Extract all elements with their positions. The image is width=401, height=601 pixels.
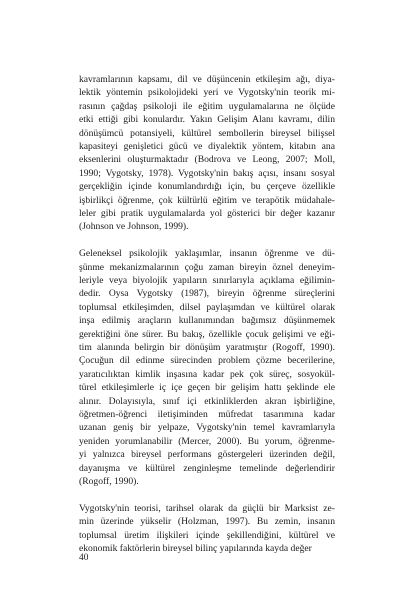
text-line: min üzerinde yükselir (Holzman, 1997). Bu zemin, insanın	[79, 516, 335, 528]
text-line: leriyle veya biyolojik yapıların sınırlarıyla açıklama eğilimin-	[79, 275, 335, 287]
text-line: lektik yöntemin psikolojideki yeri ve Vygotsky'nin teorik mi-	[79, 87, 335, 99]
text-line: eksenlerini oluşturmaktadır (Bodrova ve Leong, 2007; Moll,	[79, 154, 335, 166]
text-line: 1990; Vygotsky, 1978). Vygotsky'nin bakış açısı, insanı sosyal	[79, 167, 335, 179]
text-line: gerektiğini öne sürer. Bu bakış, özellikle çocuk gelişimi ve eği-	[79, 328, 335, 340]
text-line: leler gibi pratik uygulamalarda yol gösterici bir değer kazanır	[79, 207, 335, 219]
paragraph	[79, 73, 335, 234]
body-text	[79, 73, 335, 555]
text-line: toplumsal üretim ilişkileri içinde şekillendiğini, kültürel ve	[79, 529, 335, 541]
text-line: dönüşümcü potansiyeli, kültürel sembollerin bireysel bilişsel	[79, 127, 335, 139]
text-line: inşa edilmiş araçların kullanımından bağımsız düşünmemek	[79, 315, 335, 327]
page-number: 40	[79, 553, 89, 563]
text-line: (Rogoff, 1990).	[79, 475, 139, 487]
text-line: dayanışma ve kültürel zenginleşme temelinde değerlendirir	[79, 462, 335, 474]
text-line: dedir. Oysa Vygotsky (1987), bireyin öğrenme süreçlerini	[79, 288, 335, 300]
text-line: öğretmen-öğrenci iletişiminden müfredat tasarımına kadar	[79, 408, 335, 420]
text-line: tim alanında belirgin bir dönüşüm yaratmıştır (Rogoff, 1990).	[79, 342, 335, 354]
text-line: yaratıcılıktan kimlik inşasına kadar pek çok süreç, sosyokül-	[79, 368, 335, 380]
text-line: Geleneksel psikolojik yaklaşımlar, insanın öğrenme ve dü-	[79, 248, 335, 260]
paragraph	[79, 247, 335, 488]
text-line: toplumsal etkileşimden, dilsel paylaşımdan ve kültürel olarak	[79, 301, 335, 313]
text-line: kapasiteyi genişletici gücü ve diyalektik yöntem, kitabın ana	[79, 140, 335, 152]
text-line: etki ettiği gibi konulardır. Yakın Gelişim Alanı kavramı, dilin	[79, 114, 335, 126]
text-line: türel etkileşimlerle iç içe geçen bir gelişim hattı şeklinde ele	[79, 382, 335, 394]
text-line: ekonomik faktörlerin bireysel bilinç yapılarında kayda değer	[79, 543, 312, 555]
text-line: alınır. Dolayısıyla, sınıf içi etkinliklerden akran işbirliğine,	[79, 395, 335, 407]
text-line: gerçekliğin içinde konumlandırdığı için, bu çerçeve özellikle	[79, 181, 335, 193]
text-line: yeniden yorumlanabilir (Mercer, 2000). Bu yorum, öğrenme-	[79, 435, 335, 447]
text-line: Çocuğun dil edinme sürecinden problem çözme becerilerine,	[79, 355, 335, 367]
text-line: işbirlikçi öğrenme, çok kültürlü eğitim ve terapötik müdahale-	[79, 194, 335, 206]
text-line: rasının çağdaş psikoloji ile eğitim uygulamalarına ne ölçüde	[79, 100, 335, 112]
text-line: Vygotsky'nin teorisi, tarihsel olarak da güçlü bir Marksist ze-	[79, 502, 335, 514]
text-line: kavramlarının kapsamı, dil ve düşüncenin etkileşim ağı, diya-	[79, 74, 335, 85]
text-line: şünme mekanizmalarının çoğu zaman bireyin öznel deneyim-	[79, 261, 335, 273]
paragraph	[79, 502, 335, 556]
text-line: yi yalnızca bireysel performans göstergeleri üzerinden değil,	[79, 449, 335, 461]
text-line: uzanan geniş bir yelpaze, Vygotsky'nin temel kavramlarıyla	[79, 422, 335, 434]
text-line: (Johnson ve Johnson, 1999).	[79, 221, 189, 233]
